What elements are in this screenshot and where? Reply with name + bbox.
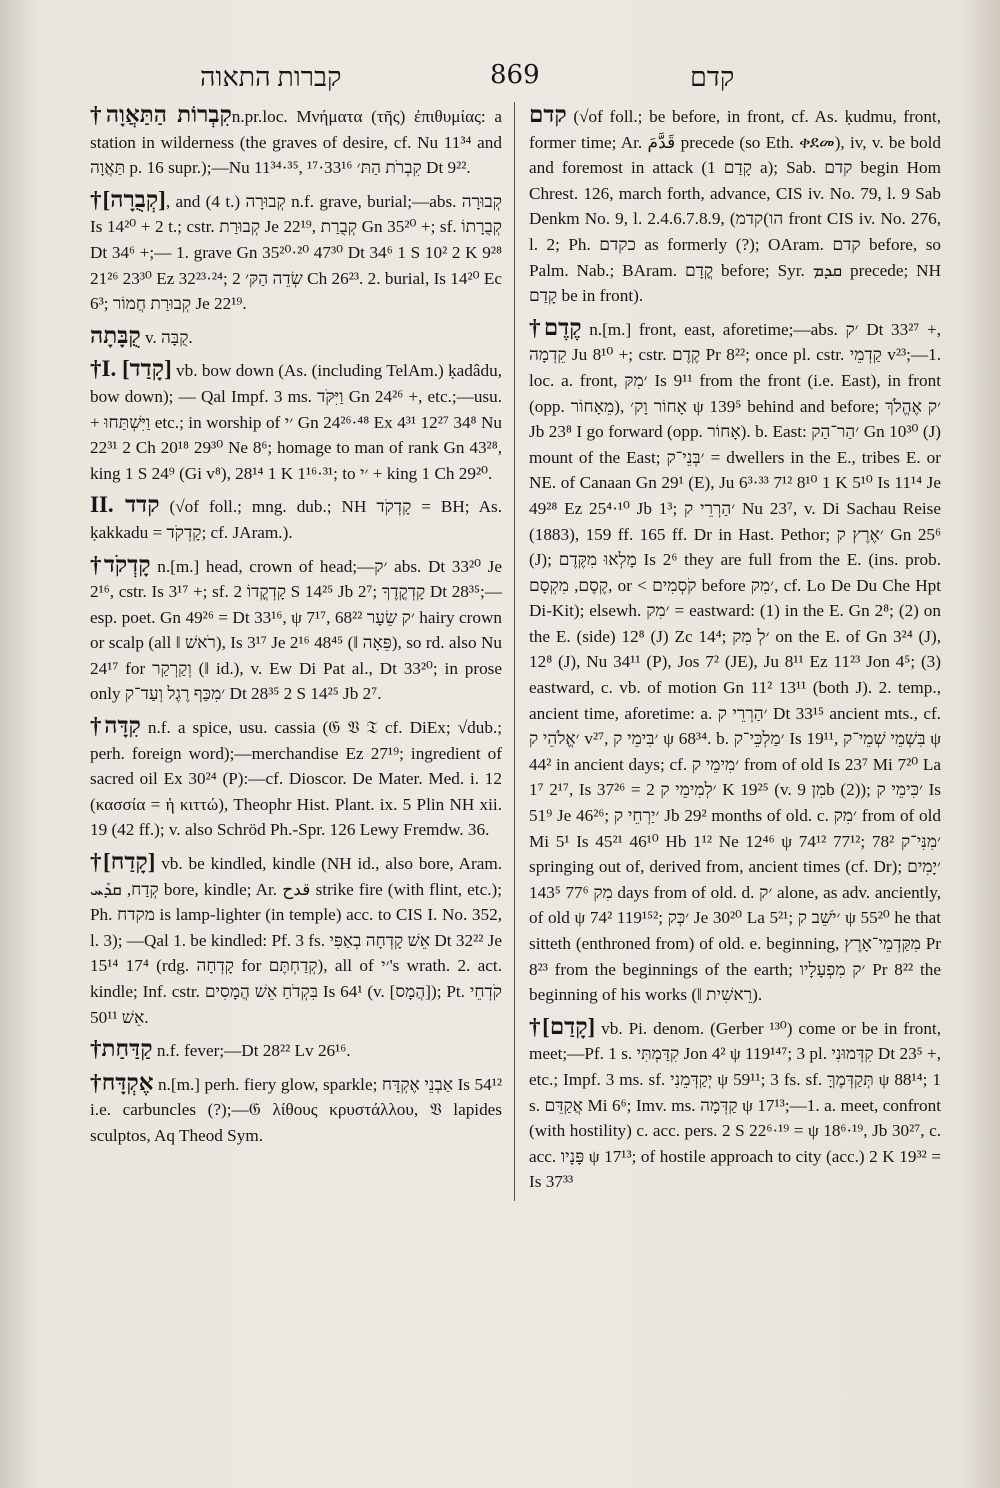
entry-text: vb. bow down (As. (including TelAm.) ḳadâdu, bow down); — Qal Impf. 3 ms. וַיִּקֹּד Gn 24²⁶ +, etc.;—usu. + וַיִּשְׁתַּחוּ etc.; in worship of ׳י Gn 24²⁶·⁴⁸ Ex 4³¹ 12²⁷ 34⁸ Nu 22³¹ 2 Ch 20¹⁸ 29³⁰ Ne 8⁶; homage to man of rank Gn 43²⁸, king 1 S 24⁹ (Gi v⁸), 28¹⁴ 1 K 1¹⁶·³¹; to ׳י + king 1 Ch 29²⁰. [90, 361, 503, 483]
entry-text: n.[m.] perh. fiery glow, sparkle; אַבְנֵי אֶקְדָּח Is 54¹² i.e. carbuncles (?);—𝔊 λίθους κρυστάλλου, 𝔙 lapides sculptos, Aq Theod Sym. [90, 1074, 502, 1145]
entry-headword: קֻבָּתָה [90, 322, 141, 348]
entry-text: vb. be kindled, kindle (NH id., also bore, Aram. קְדַח, ܩܕܰܚ bore, kindle; Ar. قدح strike fire (with flint, etc.); Ph. מקדח is lamp-lighter (in temple) acc. to CIS I. No. 352, l. 3); —Qal 1. be kindled: Pf. 3 fs. אֵשׁ קָדְחָה בְאַפִּי Dt 32²² Je 15¹⁴ 17⁴ (rdg. קָדְחָה for קְדַחְתֶּם), all of ׳י's wrath. 2. act. kindle; Inf. cstr. בִּקְדֹחַ אֵשׁ הֲמָסִים Is 64¹ (v. [הֲמָס]); Pt. קֹדְחֵי אֵשׁ 50¹¹. [90, 854, 502, 1027]
entry-headword: †קַדַּחַת [90, 1036, 153, 1062]
entry-headword: קדם [529, 102, 567, 127]
entry [90, 1036, 502, 1064]
entry-headword: †[קְבֻרָה] [90, 186, 166, 212]
entry-headword: †I. [קָדַד] [90, 356, 172, 382]
entry [90, 713, 502, 843]
running-head-right: קדם [690, 62, 735, 92]
entry [90, 849, 502, 1030]
entry [90, 552, 502, 708]
entry [90, 323, 502, 351]
entry-headword: †אֶקְדָּח [90, 1069, 154, 1095]
entry-headword: †קָדְקֹד [90, 551, 151, 577]
entry-headword: †[קָדַם] [529, 1013, 596, 1039]
entry-headword: †קִדָּה [90, 713, 141, 739]
entry [90, 187, 502, 317]
entry-headword: II. קדד [90, 492, 160, 518]
entry [90, 356, 502, 486]
entry-text: (√of foll.; be before, in front, cf. As. ḳudmu, front, former time; Ar. قَدَّمَ precede (so Eth. ቀደመ), iv, v. be bold and foremost in attack (קָדַם 1 a); Sab. קדם begin Hom Chrest. 126, march forth, advance, CIS iv. No. 79, l. 9 Sab Denkm No. 9, l. 2.4.6.7.8.9, (קדמ(הו front CIS iv. No. 276, l. 2; Ph. כקדם as formerly (?); OAram. קדם before, so Palm. Nab.; BAram. קֳדָם before; Syr. ܩܕܡ precede; NH קָדַם be in front). [529, 107, 941, 306]
page-number: 869 [490, 60, 540, 90]
entry-text: n.[m.] head, crown of head;—׳ק abs. Dt 33²⁰ Je 2¹⁶, cstr. Is 3¹⁷ +; sf. קָדְקֳדוֹ 2 S 14²⁵ Jb 2⁷; קָדְקֳדֶךָ Dt 28³⁵;—esp. poet. Gn 49²⁶ = Dt 33¹⁶, ψ 7¹⁷, ׳ק שֵׂעָר 68²² hairy crown or scalp (all ‖ רֹאשׁ), Is 3¹⁷ Je 2¹⁶ 48⁴⁵ (‖ פֵּאָה), so rd. also Nu 24¹⁷ for וְקַרְקַר (‖ id.), v. Ew Di Pat al., Dt 33²⁰; in prose only ׳מִכַּף רֶגֶל וְעַד־ק Dt 28³⁵ 2 S 14²⁵ Jb 2⁷. [90, 556, 503, 704]
entry-headword: †קֶדֶם [529, 314, 582, 340]
entry [529, 102, 941, 309]
entry-text: n.f. a spice, usu. cassia (𝔊 𝔙 𝔗 cf. DiEx; √dub.; perh. foreign word);—merchandise Ez 27¹⁹; ingredient of sacred oil Ex 30²⁴ (P):—cf. Dioscor. De Mater. Med. i. 12 (κασσία = ἡ κιττώ), Theophr Hist. Plant. ix. 5 Plin NH xii. 19 (42 ff.); v. also Schröd Ph.-Spr. 126 Lewy Fremdw. 36. [90, 718, 503, 840]
entry-text: (√of foll.; mng. dub.; NH קָדְקֹד = BH; As. ḳakkadu = קָדְקֹד; cf. JAram.). [90, 497, 503, 542]
entry-text: , and (4 t.) קְבוּרָה n.f. grave, burial;—abs. קְבוּרָה Is 14²⁰ + 2 t.; cstr. קְבוּרַת Je 22¹⁹, קְבֻרַת Gn 35²⁰ +; sf. קְבֻרָתוֹ Dt 34⁶ +;— 1. grave Gn 35²⁰·²⁰ 47³⁰ Dt 34⁶ 1 S 10² 2 K 9²⁸ 21²⁶ 23³⁰ Ez 32²³·²⁴; שְׂדֵה הַקּ׳ 2 Ch 26²³. 2. burial, Is 14²⁰ Ec 6³; קְבוּרַת חֲמוֹר Je 22¹⁹. [90, 191, 503, 314]
entry [529, 1014, 941, 1195]
entry [90, 1070, 502, 1149]
entry-headword: †קִבְרוֹת הַתַּאֲוָה [90, 102, 232, 127]
right-column [514, 102, 941, 1201]
entry-text: n.pr.loc. Μνήματα (τῆς) ἐπιθυμίας: a station in wilderness (the graves of desire, cf. Nu 11³⁴ and תַּאֲוָה p. 16 supr.);—Nu 11³⁴·³⁵, קִבְרֹת הַתּ׳ 33¹⁶·¹⁷ Dt 9²². [90, 107, 502, 178]
entry-text: vb. Pi. denom. (Gerber ¹³⁰) come or be in front, meet;—Pf. 1 s. קִדַּמְתִּי Jon 4² ψ 119¹⁴⁷; 3 pl. קִדְּמוּנִי Dt 23⁵ +, etc.; Impf. 3 ms. sf. יְקַדְּמֵנִי ψ 59¹¹; 3 fs. sf. תְּקַדְּמֶךָּ ψ 88¹⁴; 1 s. אֲקַדֵּם Mi 6⁶; Imv. ms. קַדְּמָה ψ 17¹³;—1. a. meet, confront (with hostility) c. acc. pers. 2 S 22⁶·¹⁹ = ψ 18⁶·¹⁹, Jb 30²⁷, c. acc. פָּנָיו ψ 17¹³; of hostile approach to city (acc.) 2 K 19³² = Is 37³³ [529, 1018, 942, 1192]
entry [90, 102, 502, 181]
entry-text: v. קֻבָּה. [140, 327, 193, 347]
entry-text: n.f. fever;—Dt 28²² Lv 26¹⁶. [152, 1041, 351, 1061]
left-column [90, 102, 514, 1201]
two-column-body [90, 102, 944, 1201]
entry [90, 492, 502, 545]
running-head-left: קברות התאוה [200, 62, 342, 92]
entry-text: n.[m.] front, east, aforetime;—abs. ׳ק Dt 33²⁷ +, קֵדְמָה Ju 8¹⁰ +; cstr. קֶדֶם Pr 8²²; once pl. cstr. קַדְמֵי v²³;—1. loc. a. front, ׳מִקּ Is 9¹¹ from the front (i.e. East), in front (opp. מֵאָחוֹר), אָחוֹר וָק׳ ψ 139⁵ behind and before; ׳ק אֶהֱלֹךְ Jb 23⁸ I go forward (opp. אָחוֹר). b. East: ׳הַר־הַק Gn 10³⁰ (J) mount of the East; ׳בְּנֵי־ק = dwellers in the E., tribes E. or NE. of Canaan Gn 29¹ (E), Ju 6³·³³ 7¹² 8¹⁰ 1 K 5¹⁰ Is 11¹⁴ Je 49²⁸ Ez 25⁴·¹⁰ Jb 1³; ׳הַרְרֵי ק Nu 23⁷, v. Di Sachau Reise (1883), 159 ff. 165 ff. Dr in Hast. Pethor; ׳אֶרֶץ ק Gn 25⁶ (J); מָלְאוּ מִקֶּדֶם Is 2⁶ they are full from the E. (ins. prob. קֶסֶם, מִקְסָם, or < קֹסְמִים before ׳מִק, cf. Lo De Du Che Hpt Di-Kit); elsewh. ׳מִק = eastward: (1) in the E. Gn 2⁸; (2) on the E. (side) 12⁸ (J) Zc 14⁴; ׳לְ מִק on the E. of Gn 3²⁴ (J), 12⁸ (J), Nu 34¹¹ (P), Jos 7² (JE), Ju 8¹¹ Ez 11²³ Jon 4⁵; (3) eastward, c. vb. of motion Gn 11² 13¹¹ (both J). 2. temp., ancient time, aforetime: a. ׳הַרְרֵי ק Dt 33¹⁵ ancient mts., cf. ׳אֱלֹהֵי ק v²⁷, ׳בִּימֵי ק ψ 68³⁴. b. ׳מַלְכֵּי־ק Is 19¹¹, בִּשְׁמֵי שְׁמֵי־ק ψ 44² in ancient days; cf. ׳מִימֵי ק from of old Is 23⁷ Mi 7²⁰ La 1⁷ 2¹⁷, Is 37²⁶ = ׳לְמִימֵי ק 2 K 19²⁵ (v. מִן 9b (2)); ׳כִּימֵי ק Is 51⁹ Je 46²⁶; ׳יַרְחֵי ק Jb 29² months of old. c. ׳מִק from of old Mi 5¹ Is 45²¹ 46¹⁰ Hb 1¹² Ne 12⁴⁶ ψ 74¹² 77¹²; ׳מִנִּי־ק 78² springing out of, derived from, ancient times (cf. Dr); ׳יָמִים מִק 77⁶ 143⁵ days from of old. d. ׳ק alone, as adv. anciently, of old ψ 74² 119¹⁵²; ׳כְּק Je 30²⁰ La 5²¹; ׳יֹשֵׁב ק ψ 55²⁰ he that sitteth (enthroned from) of old. e. beginning, מִקַּדְמֵי־אָרֶץ Pr 8²³ from the beginnings of the earth; ׳ק מִפְעָלָיו Pr 8²² the beginning of his works (‖ רֵאשִׁית). [529, 319, 942, 1005]
entry-headword: †[קָדַח] [90, 849, 156, 875]
entry [529, 315, 941, 1008]
running-head [90, 58, 944, 98]
